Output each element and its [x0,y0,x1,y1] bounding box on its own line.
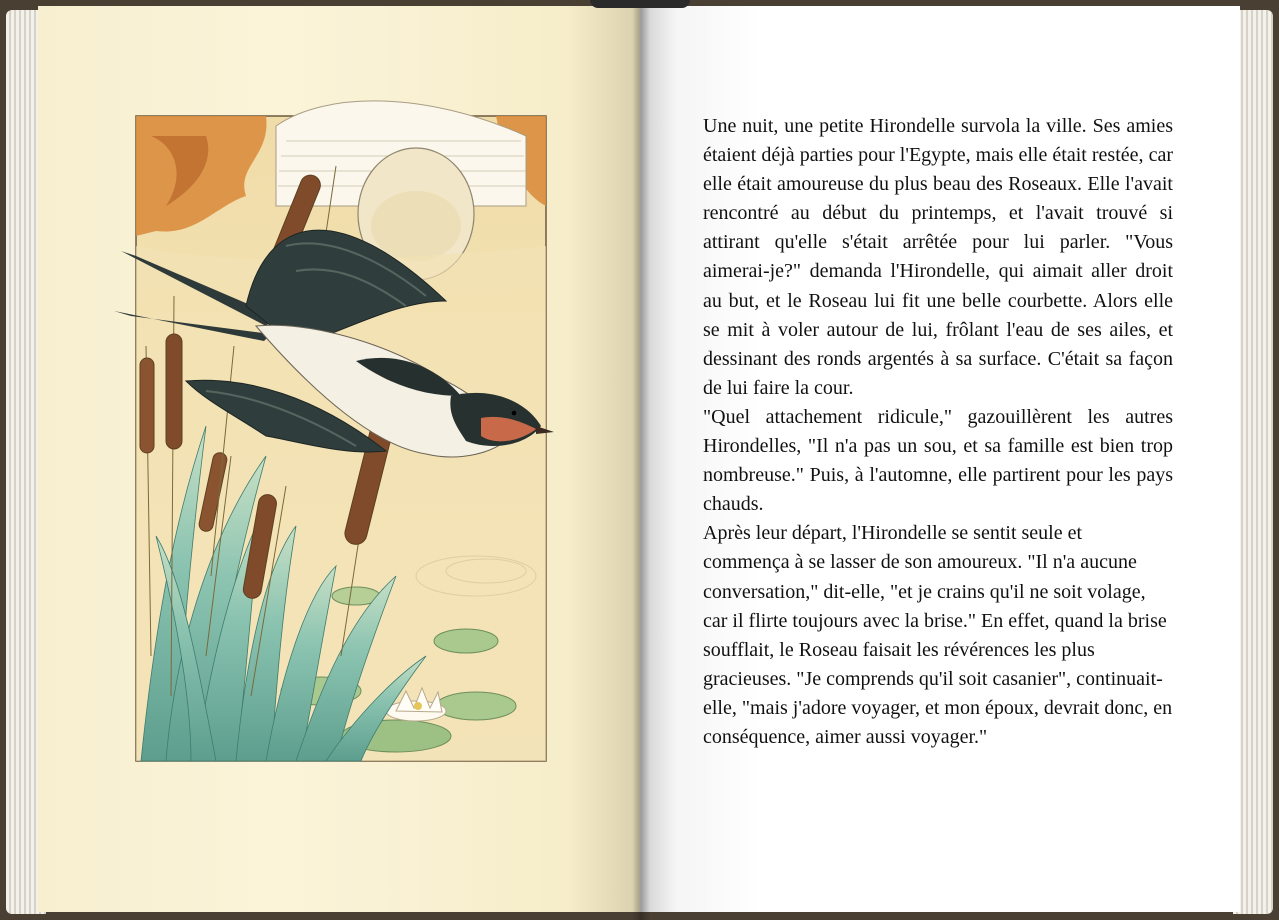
spine-tab [590,0,690,8]
story-paragraph: Une nuit, une petite Hirondelle survola la ville. Ses amies étaient déjà parties pour l'Egypte, mais elle était restée, car elle était amoureuse du plus beau des Roseaux. Elle l'avait rencontré au début du printemps, et l'avait trouvé si attirant qu'elle s'était arrêtée pour lui parler. "Vous aimerai-je?" demanda l'Hirondelle, qui aimait aller droit au but, et le Roseau lui fit une belle courbette. Alors elle se mit à voler autour de lui, frôlant l'eau de ses ailes, et dessinant des ronds argentés à sa surface. C'était sa façon de lui faire la cour. [703,115,1173,399]
story-paragraph: "Quel attachement ridicule," gazouillèrent les autres Hirondelles, "Il n'a pas un sou, et sa famille est bien trop nombreuse." Puis, à l'automne, elle partirent pour les pays chauds. [703,405,1173,516]
book-spine [632,0,650,920]
story-paragraph: Après leur départ, l'Hirondelle se sentit seule et commença à se lasser de son amoureux. "Il n'a aucune conversation," dit-elle, "et je crains qu'il ne soit volage, car il flirte toujours avec la brise." En effet, quand la brise soufflait, le Roseau faisait les révérences les plus gracieuses. "Je comprends qu'il soit casanier", continuait-elle, "mais j'adore voyager, et mon époux, devrait donc, en conséquence, aimer aussi voyager." [703,522,1173,748]
story-text [703,112,1173,752]
swallow-illustration [96,96,562,766]
